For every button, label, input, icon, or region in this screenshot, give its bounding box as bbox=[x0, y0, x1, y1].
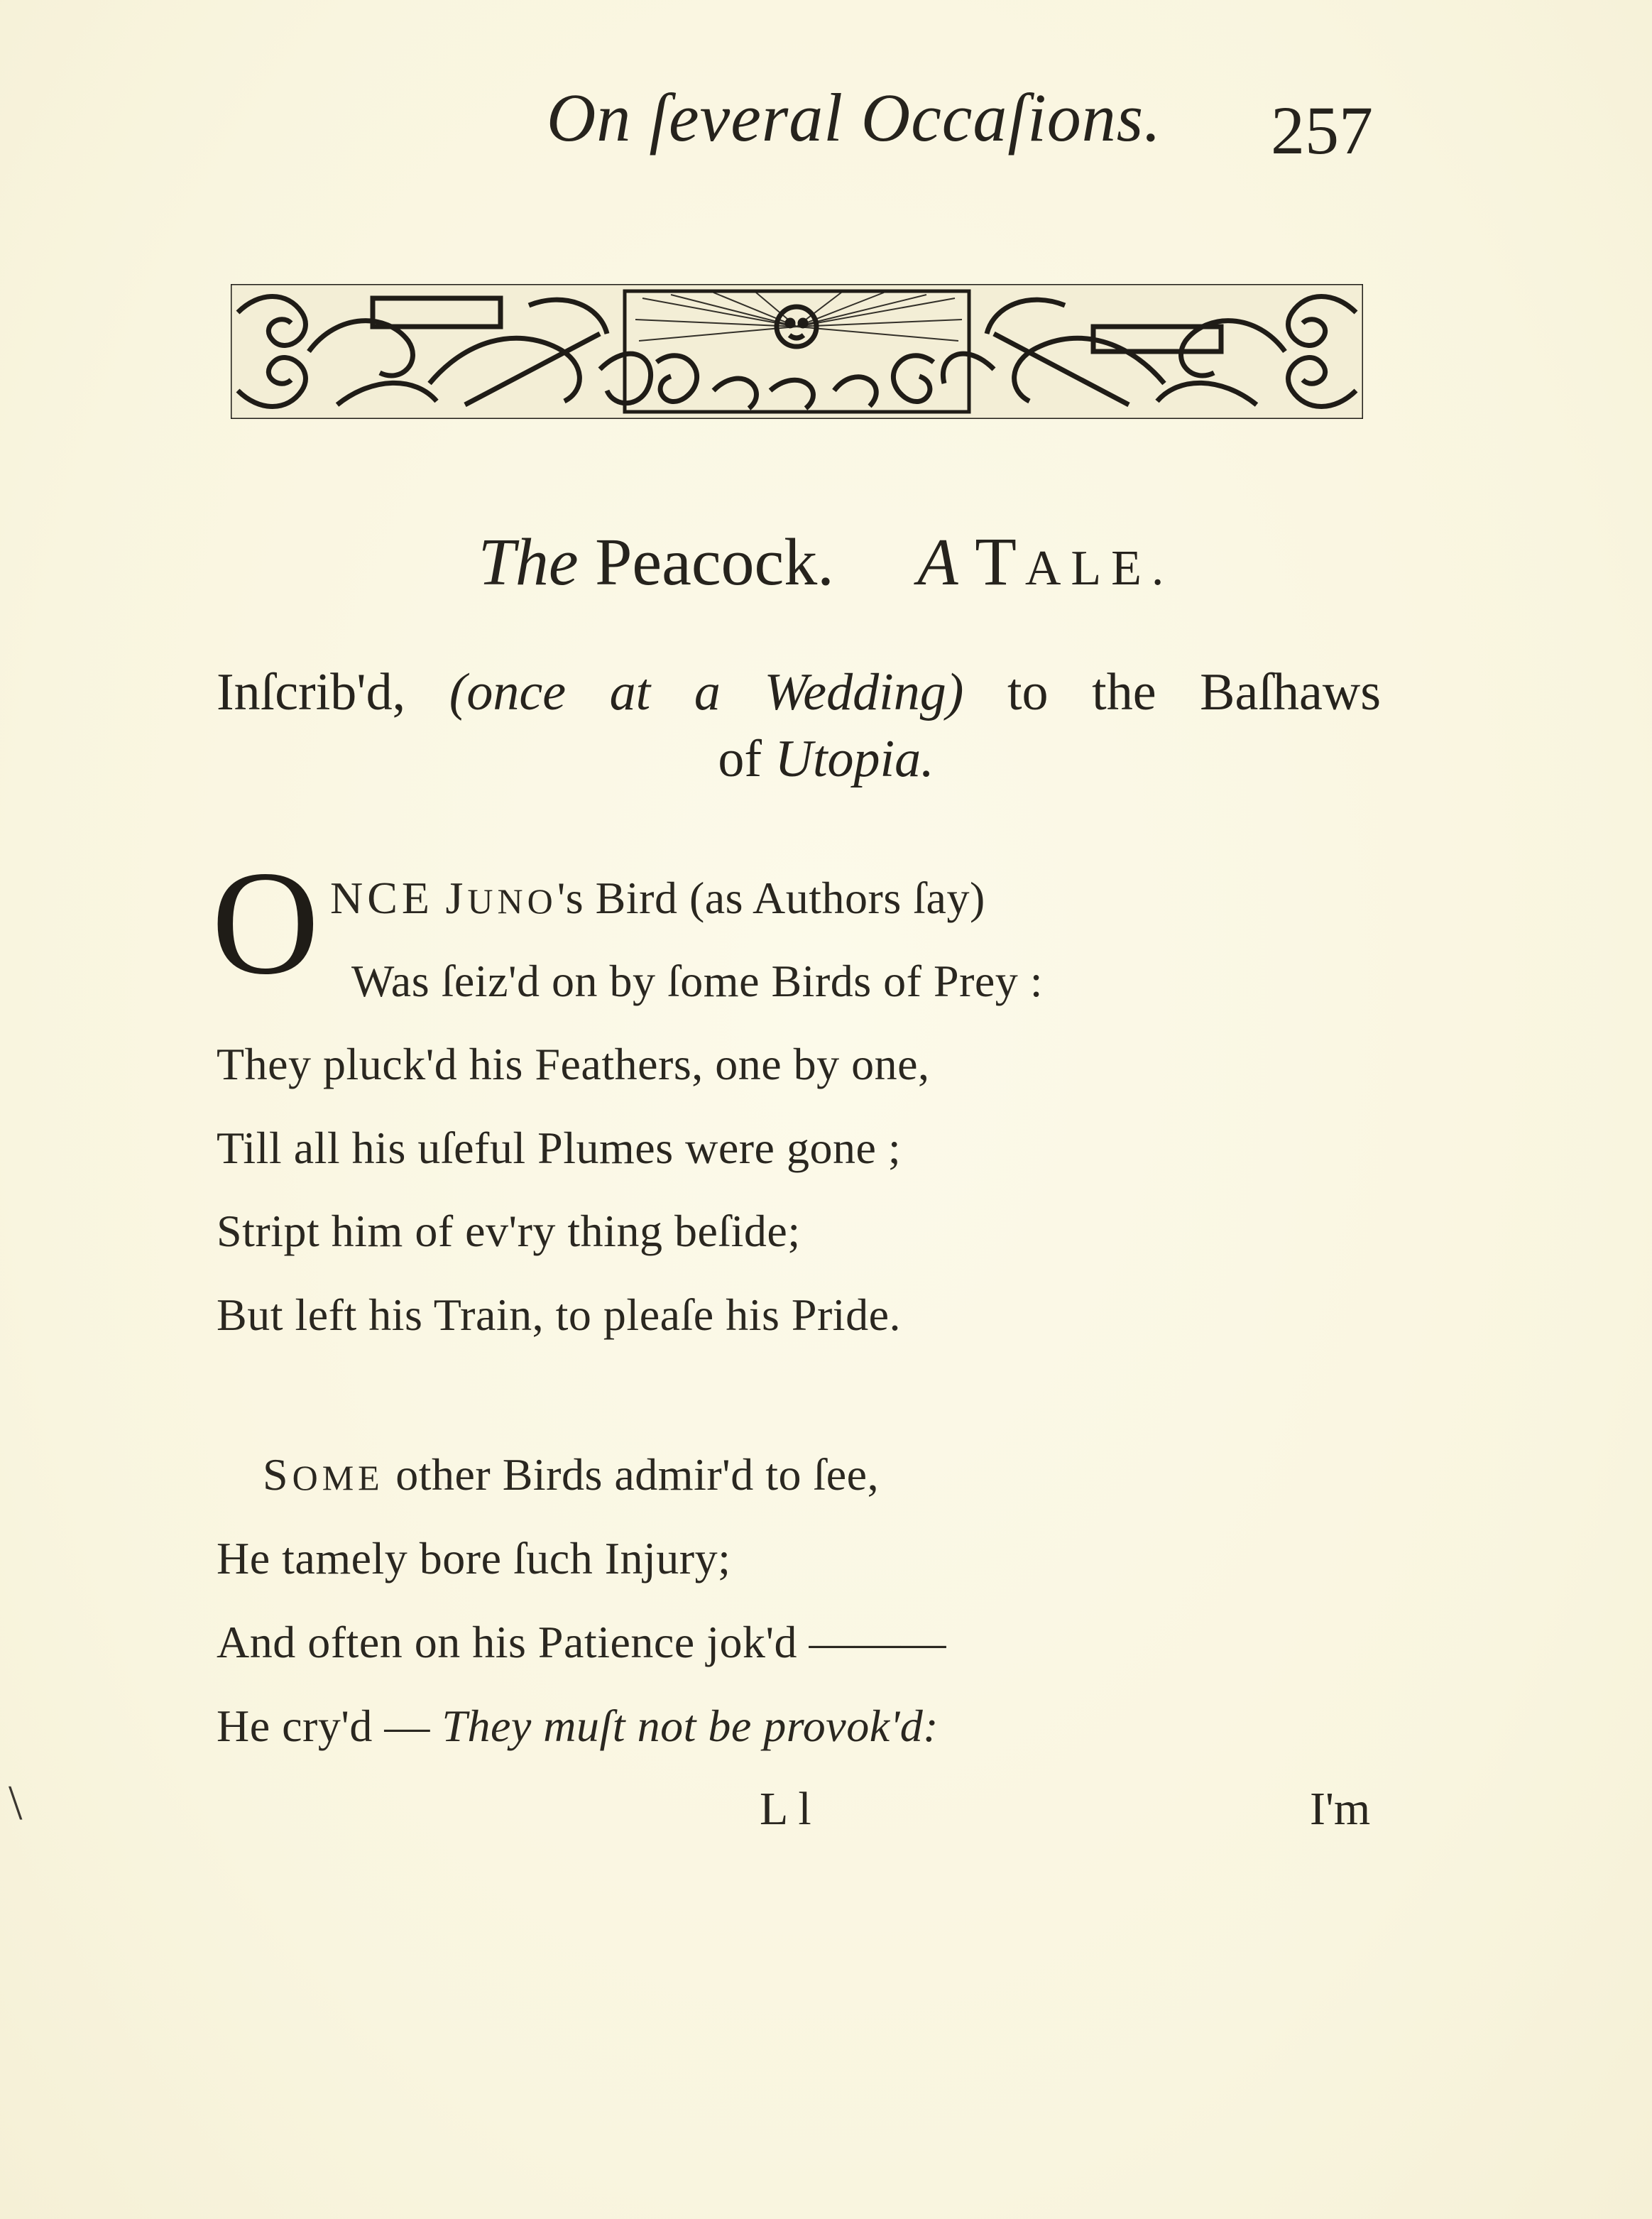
stanza1-line1 bbox=[330, 872, 985, 925]
stanza1-line2: Was ſeiz'd on by ſome Birds of Prey : bbox=[351, 956, 1044, 1006]
stanza2-line1 bbox=[263, 1449, 879, 1501]
stanza2-line2: He tamely bore ſuch Injury; bbox=[217, 1533, 731, 1583]
stanza2-line1-rest: other Birds admir'd to ſee, bbox=[395, 1449, 880, 1500]
poem-title bbox=[0, 522, 1652, 601]
stanza2-line4 bbox=[217, 1700, 939, 1752]
dedication-prefix: Inſcrib'd, bbox=[217, 663, 406, 721]
stanza2-line4-italic: They muſt not be provok'd: bbox=[442, 1701, 939, 1751]
catchword: I'm bbox=[1310, 1783, 1371, 1835]
stanza1-line4: Till all his uſeful Plumes were gone ; bbox=[217, 1123, 902, 1173]
stanza2-some-cap: S bbox=[263, 1449, 292, 1500]
ornament-headpiece bbox=[231, 284, 1363, 419]
dedication-utopia: Utopia. bbox=[775, 730, 934, 788]
page-number: 257 bbox=[1271, 92, 1373, 168]
stanza1-line3: They pluck'd his Feathers, one by one, bbox=[217, 1039, 930, 1089]
stanza2-line3: And often on his Patience jok'd ——— bbox=[217, 1617, 946, 1667]
dedication-italic: (once at a Wedding) bbox=[449, 663, 964, 721]
title-a: A bbox=[917, 525, 958, 599]
dedication-line-2 bbox=[0, 729, 1652, 790]
title-the: The bbox=[478, 525, 579, 599]
stanza1-line5: Stript him of ev'ry thing beſide; bbox=[217, 1206, 801, 1256]
stanza1-line1-start: NCE bbox=[330, 873, 434, 923]
title-tale-cap: T bbox=[975, 523, 1025, 599]
running-title: On ſeveral Occaſions. bbox=[547, 80, 1162, 156]
drop-cap: O bbox=[212, 841, 319, 1005]
margin-mark: \ bbox=[9, 1776, 23, 1831]
title-tale-rest: ALE. bbox=[1024, 541, 1174, 596]
stanza1-juno-rest: UNO bbox=[467, 881, 557, 921]
dedication-line-1 bbox=[217, 657, 1381, 728]
dedication-suffix: to the Baſhaws bbox=[1007, 663, 1382, 721]
stanza2-some-rest: OME bbox=[292, 1458, 384, 1498]
stanza1-line1-rest: 's Bird (as Authors ſay) bbox=[557, 873, 985, 923]
stanza2-line4-roman: He cry'd — bbox=[217, 1701, 430, 1751]
dedication-of: of bbox=[718, 730, 762, 788]
signature-mark: L l bbox=[760, 1783, 811, 1835]
stanza1-line6: But left his Train, to pleaſe his Pride. bbox=[217, 1290, 901, 1340]
stanza1-juno-cap: J bbox=[445, 873, 468, 923]
title-peacock: Peacock. bbox=[595, 525, 834, 599]
